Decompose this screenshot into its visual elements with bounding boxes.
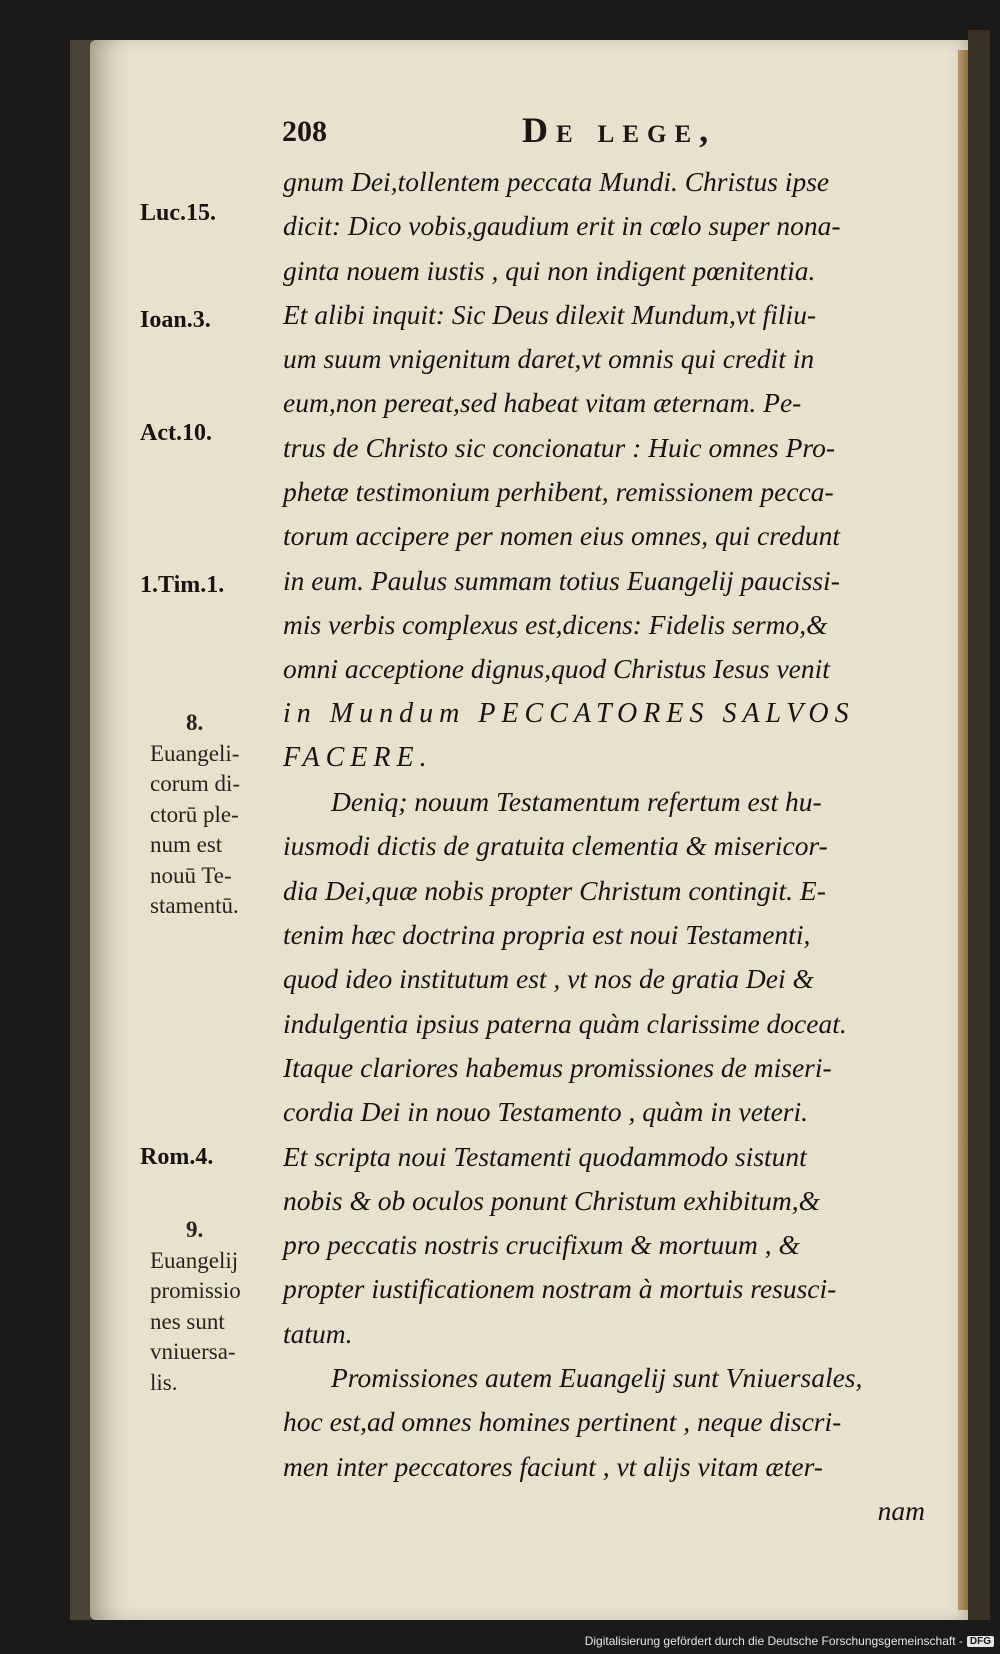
page-number: 208 xyxy=(282,115,327,148)
text-line: trus de Christo sic concionatur : Huic omnes Pro- xyxy=(283,431,835,463)
text-line: dicit: Dico vobis,gaudium erit in cœlo super nona- xyxy=(283,210,841,242)
text-line: men inter peccatores faciunt , vt alijs vitam æter- xyxy=(283,1450,823,1482)
margin-note-line: vniuersa- xyxy=(150,1339,236,1364)
funding-text: Digitalisierung gefördert durch die Deutsche Forschungsgemeinschaft - xyxy=(584,1634,963,1648)
margin-note-line: stamentū. xyxy=(150,893,239,918)
margin-ref-act: Act.10. xyxy=(140,420,212,446)
catchword: nam xyxy=(877,1494,925,1526)
text-line: iusmodi dictis de gratuita clementia & misericor- xyxy=(283,830,828,862)
text-line: um suum vnigenitum daret,vt omnis qui credit in xyxy=(283,343,815,375)
text-line: ginta nouem iustis , qui non indigent pœnitentia. xyxy=(283,254,816,286)
text-line: gnum Dei,tollentem peccata Mundi. Christus ipse xyxy=(283,166,830,197)
margin-ref-joan: Ioan.3. xyxy=(140,307,211,333)
margin-note-line: num est xyxy=(150,832,223,857)
text-line: in eum. Paulus summam totius Euangelij paucissi- xyxy=(283,564,840,596)
text-line: phetæ testimonium perhibent, remissionem pecca- xyxy=(283,476,834,508)
text-line: Itaque clariores habemus promissiones de miseri- xyxy=(283,1051,832,1083)
margin-note-line: ctorū ple- xyxy=(150,801,239,827)
funding-footer xyxy=(585,1634,994,1648)
text-line: propter iustificationem nostram à mortuis resusci- xyxy=(283,1273,837,1305)
page-header xyxy=(282,105,922,155)
text-line: dia Dei,quæ nobis propter Christum contingit. E- xyxy=(283,874,826,906)
margin-note-line: Euangeli- xyxy=(150,740,240,766)
margin-note-line: nouū Te- xyxy=(150,862,232,888)
margin-note-line: lis. xyxy=(150,1369,178,1395)
margin-note-number: 9. xyxy=(186,1217,204,1242)
text-line: nobis & ob oculos ponunt Christum exhibitum,& xyxy=(283,1184,821,1216)
margin-note-line: Euangelij xyxy=(150,1247,239,1273)
text-line: mis verbis complexus est,dicens: Fidelis sermo,& xyxy=(283,608,828,640)
margin-note-8 xyxy=(150,708,290,922)
text-line: tatum. xyxy=(283,1317,353,1349)
text-line: hoc est,ad omnes homines pertinent , neque discri- xyxy=(283,1406,842,1438)
margin-ref-tim: 1.Tim.1. xyxy=(140,572,225,598)
text-line: Et scripta noui Testamenti quodammodo sistunt xyxy=(283,1140,807,1172)
text-line: omni acceptione dignus,quod Christus Iesus venit xyxy=(283,653,830,685)
text-line: cordia Dei in nouo Testamento , quàm in veteri. xyxy=(283,1096,808,1128)
text-line: tenim hæc doctrina propria est noui Testamenti, xyxy=(283,919,811,951)
text-line: pro peccatis nostris crucifixum & mortuum , & xyxy=(283,1229,800,1261)
book-cover-right xyxy=(968,30,990,1620)
text-line: eum,non pereat,sed habeat vitam æternam. Pe- xyxy=(283,387,802,419)
margin-note-9 xyxy=(150,1215,290,1398)
body-text xyxy=(283,160,933,1533)
text-line: Et alibi inquit: Sic Deus dilexit Mundum,vt filiu- xyxy=(283,298,817,330)
text-line: Promissiones autem Euangelij sunt Vniuersales, xyxy=(331,1362,863,1394)
margin-note-number: 8. xyxy=(186,710,204,735)
text-line: FACERE. xyxy=(283,741,433,773)
margin-ref-luc: Luc.15. xyxy=(140,200,217,226)
text-line: in Mundum PECCATORES SALVOS xyxy=(283,697,855,729)
running-head: De lege, xyxy=(522,110,717,150)
text-line: indulgentia ipsius paterna quàm clarissime doceat. xyxy=(283,1007,847,1039)
margin-note-line: nes sunt xyxy=(150,1308,225,1334)
dfg-logo: DFG xyxy=(967,1636,994,1647)
margin-note-line: corum di- xyxy=(150,771,241,796)
text-line: Deniq; nouum Testamentum refertum est hu- xyxy=(331,786,822,818)
margin-note-line: promissio xyxy=(150,1278,241,1303)
margin-ref-rom: Rom.4. xyxy=(140,1144,214,1170)
text-line: quod ideo institutum est , vt nos de gratia Dei & xyxy=(283,963,814,995)
text-line: torum accipere per nomen eius omnes, qui credunt xyxy=(283,520,841,552)
